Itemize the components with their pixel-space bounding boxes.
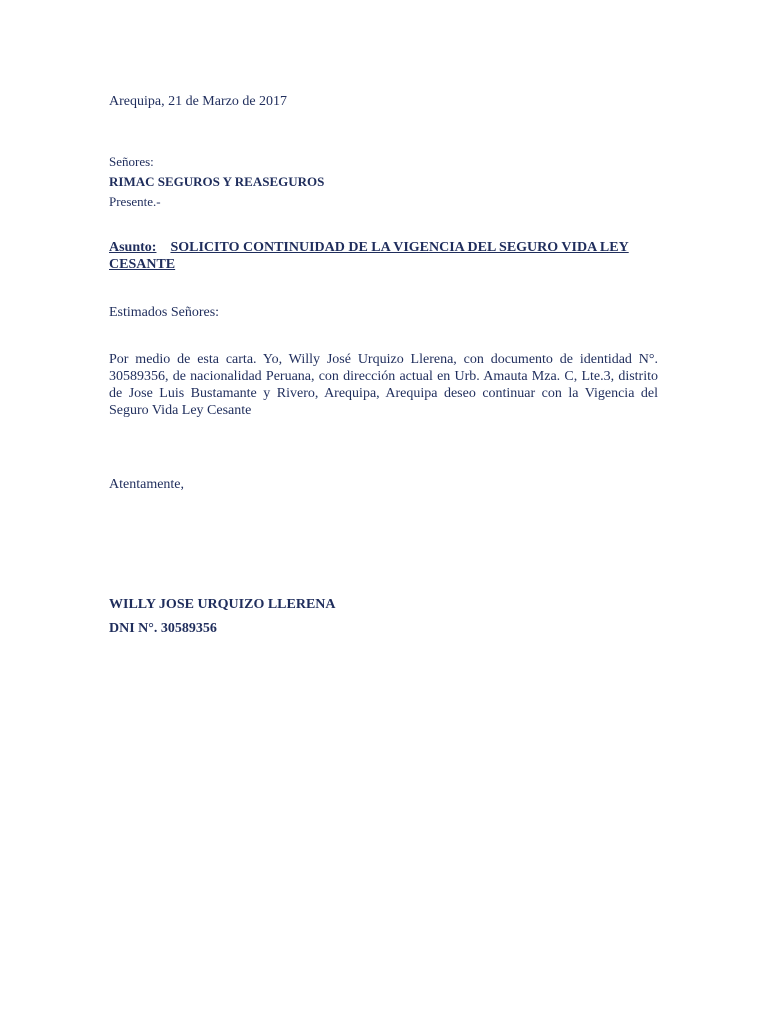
- letter-subject: [109, 239, 658, 273]
- signer-dni: DNI N°. 30589356: [109, 621, 217, 636]
- recipient-presente: Presente.-: [109, 194, 161, 209]
- recipient-company: RIMAC SEGUROS Y REASEGUROS: [109, 174, 325, 189]
- letter-body: Por medio de esta carta. Yo, Willy José Urquizo Llerena, con documento de identidad N°. 30589356, de nacionalidad Peruana, con dirección actual en Urb. Amauta Mza. C, Lte.3, distrito de Jose Luis Bustamante y Rivero, Arequipa, Arequipa deseo continuar con la Vigencia del Seguro Vida Ley Cesante: [109, 352, 658, 418]
- subject-text: SOLICITO CONTINUIDAD DE LA VIGENCIA DEL SEGURO VIDA LEY CESANTE: [109, 240, 629, 272]
- letter-date: Arequipa, 21 de Marzo de 2017: [109, 94, 288, 109]
- letter-greeting: Estimados Señores:: [109, 305, 220, 320]
- signer-name: WILLY JOSE URQUIZO LLERENA: [109, 597, 336, 612]
- letter-closing: Atentamente,: [109, 477, 185, 492]
- recipient-salutation: Señores:: [109, 154, 154, 169]
- subject-label: Asunto:: [109, 240, 157, 255]
